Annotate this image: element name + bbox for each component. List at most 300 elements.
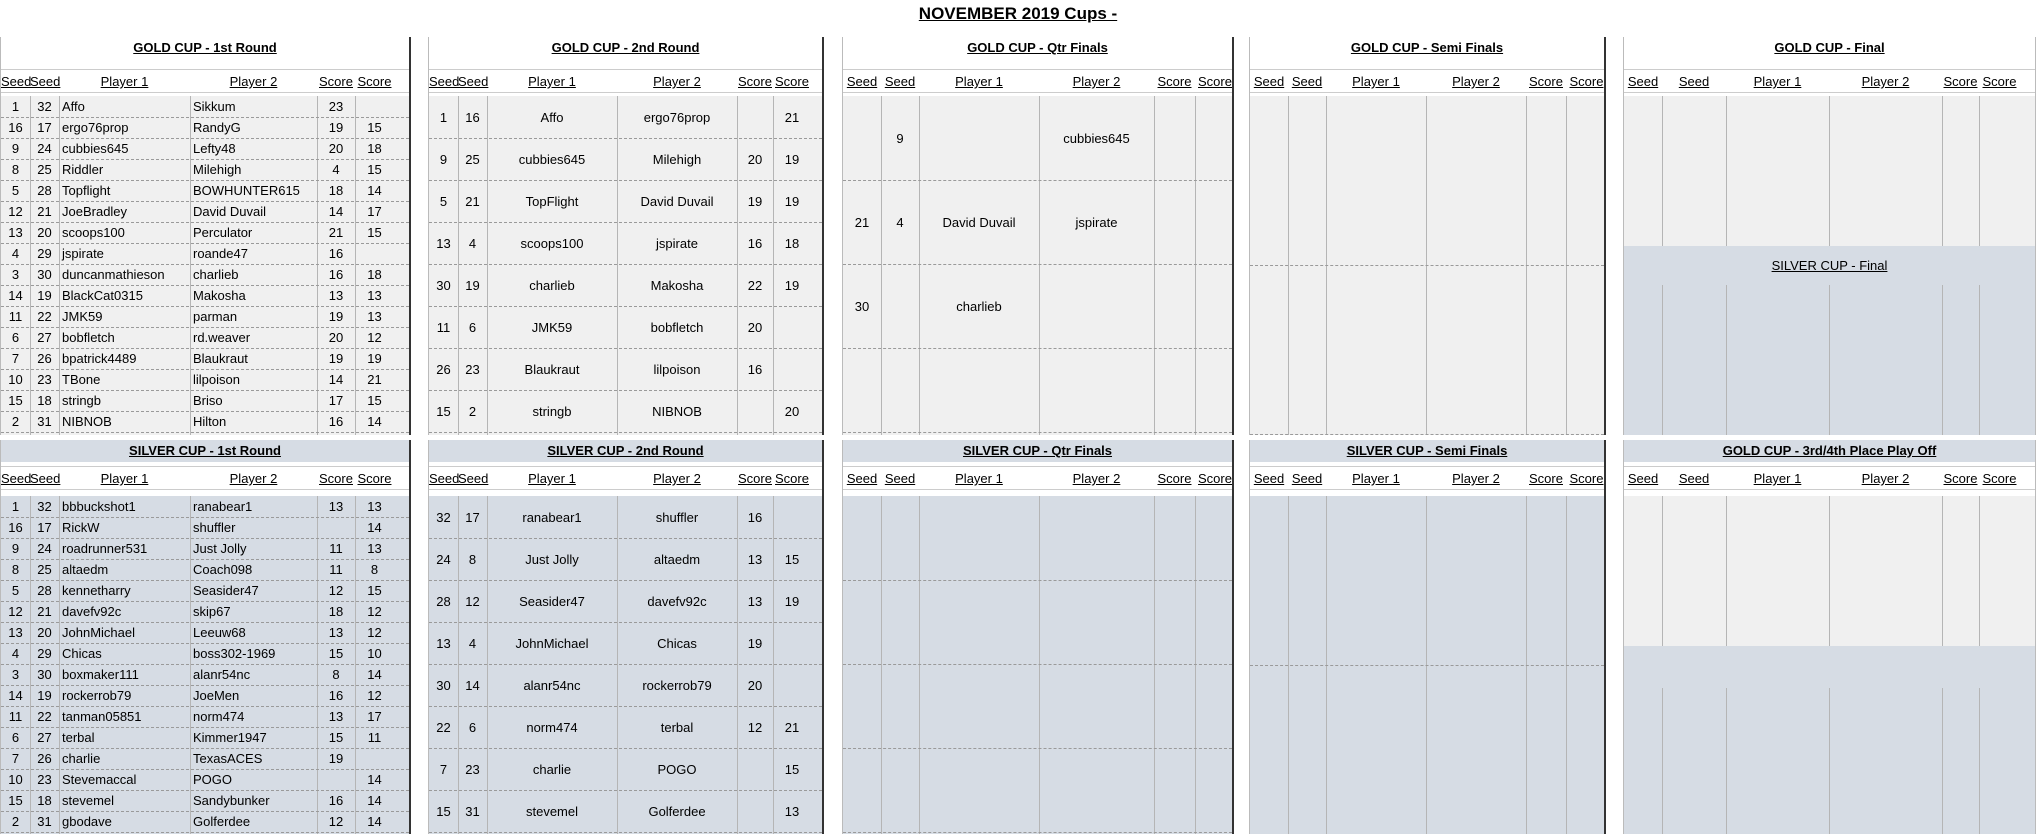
score-2: 13	[367, 499, 382, 514]
player-2: Sikkum	[193, 99, 236, 114]
score-2: 11	[367, 730, 382, 745]
seed-1: 8	[11, 562, 20, 577]
player-1: charlieb	[956, 298, 1002, 314]
column-header-seed: Seed	[884, 471, 916, 486]
seed-2: 8	[468, 551, 477, 567]
empty-row	[1250, 665, 1604, 834]
player-2: shuffler	[193, 520, 236, 535]
score-2: 13	[784, 803, 800, 819]
match-row	[1, 138, 409, 160]
player-2: David Duvail	[193, 204, 266, 219]
score-2: 15	[784, 551, 800, 567]
panel-gold-1st-round	[0, 37, 411, 435]
player-1: JohnMichael	[62, 625, 135, 640]
match-row	[843, 180, 1232, 265]
player-1: norm474	[526, 719, 578, 735]
player-2: parman	[193, 309, 238, 324]
player-1: Topflight	[62, 183, 111, 198]
seed-2: 20	[37, 225, 52, 240]
match-row	[1, 159, 409, 181]
match-row	[843, 348, 1232, 433]
seed-2: 28	[37, 583, 52, 598]
seed-1	[843, 348, 881, 432]
seed-1	[843, 96, 881, 180]
column-header-seed: Seed	[1291, 471, 1323, 486]
player-2: BOWHUNTER615	[193, 183, 300, 198]
bracket-body	[429, 96, 822, 435]
match-row	[1, 601, 409, 623]
player-1: Riddler	[62, 162, 104, 177]
seed-2: 25	[37, 562, 52, 577]
match-row	[1, 306, 409, 328]
panel-title-gold-3rd-4th: GOLD CUP - 3rd/4th Place Play Off	[1722, 443, 1937, 458]
column-header-player1: Player 1	[100, 74, 149, 89]
column-header-score: Score	[1198, 471, 1232, 486]
player-2: POGO	[193, 772, 233, 787]
panel-silver-1st-round	[0, 440, 411, 834]
player-1: BlackCat0315	[62, 288, 143, 303]
score-2: 21	[784, 109, 800, 125]
column-header-seed: Seed	[846, 74, 878, 89]
player-2: shuffler	[655, 509, 699, 525]
seed-2: 23	[37, 772, 52, 787]
bracket-body	[843, 96, 1232, 435]
column-header-player2: Player 2	[1072, 74, 1121, 89]
column-header-row	[1624, 466, 2035, 490]
column-header-row	[1, 69, 409, 93]
score-2	[355, 243, 394, 264]
seed-1: 11	[436, 319, 451, 335]
score-1	[1154, 264, 1195, 348]
seed-1: 15	[436, 403, 451, 419]
player-1	[919, 96, 1039, 180]
column-header-seed: Seed	[1627, 471, 1659, 486]
seed-1: 26	[436, 361, 451, 377]
player-1: Chicas	[62, 646, 102, 661]
player-2: alanr54nc	[193, 667, 251, 682]
column-header-player1: Player 1	[1753, 74, 1802, 89]
score-1: 20	[747, 319, 763, 335]
seed-2: 21	[37, 204, 52, 219]
seed-1: 13	[8, 225, 23, 240]
seed-1: 15	[8, 793, 23, 808]
player-2: TexasACES	[193, 751, 263, 766]
empty-row	[843, 664, 1232, 749]
match-row	[1, 580, 409, 602]
column-header-player2: Player 2	[229, 74, 278, 89]
bracket-body	[1624, 688, 2035, 834]
seed-1: 4	[11, 246, 20, 261]
player-1: alanr54nc	[523, 677, 581, 693]
empty-row	[1250, 265, 1604, 435]
player-2: rd.weaver	[193, 330, 251, 345]
column-header-row	[1624, 69, 2035, 93]
match-row	[429, 348, 822, 391]
column-header-seed: Seed	[1253, 74, 1285, 89]
score-1: 15	[328, 646, 344, 661]
player-2	[1039, 348, 1154, 432]
score-2: 19	[784, 193, 800, 209]
match-row	[1, 496, 409, 518]
score-1	[737, 748, 773, 790]
column-header-score: Score	[357, 74, 392, 89]
seed-2: 27	[37, 730, 52, 745]
seed-1: 14	[8, 288, 23, 303]
player-1: ranabear1	[522, 509, 582, 525]
match-row	[1, 790, 409, 812]
panel-gold-2nd-round	[428, 37, 824, 435]
seed-1: 14	[8, 688, 23, 703]
column-header-score: Score	[775, 471, 809, 486]
empty-row	[1250, 496, 1604, 666]
score-1: 4	[332, 162, 340, 177]
match-row	[429, 790, 822, 833]
player-1: bbbuckshot1	[62, 499, 136, 514]
score-1	[317, 769, 355, 790]
player-2: Just Jolly	[193, 541, 247, 556]
column-header-score: Score	[1529, 74, 1563, 89]
seed-2: 17	[37, 520, 52, 535]
match-row	[1, 769, 409, 791]
bracket-body	[1, 96, 409, 435]
score-2: 20	[784, 403, 800, 419]
column-header-player1: Player 1	[100, 471, 149, 486]
seed-2: 30	[37, 667, 52, 682]
player-2: Chicas	[657, 635, 697, 651]
column-header-score: Score	[319, 471, 353, 486]
seed-1: 16	[8, 120, 23, 135]
score-2	[773, 622, 811, 664]
score-1: 21	[328, 225, 344, 240]
score-1	[1154, 348, 1195, 432]
seed-2: 20	[37, 625, 52, 640]
player-1: JMK59	[62, 309, 103, 324]
player-2: altaedm	[653, 551, 701, 567]
player-1: stevemel	[62, 793, 115, 808]
column-header-player2: Player 2	[653, 74, 701, 89]
match-row	[429, 264, 822, 307]
column-header-seed: Seed	[1678, 74, 1710, 89]
seed-1: 5	[11, 183, 20, 198]
match-row	[429, 180, 822, 223]
seed-1: 15	[436, 803, 451, 819]
panel-title-gold-1st-round: GOLD CUP - 1st Round	[133, 40, 277, 55]
seed-2: 17	[465, 509, 480, 525]
match-row	[843, 96, 1232, 181]
column-header-row	[429, 466, 822, 490]
seed-1: 10	[8, 772, 23, 787]
score-2	[773, 496, 811, 538]
player-2: Leeuw68	[193, 625, 246, 640]
match-row	[429, 96, 822, 139]
bracket-body	[429, 496, 822, 834]
column-header-seed: Seed	[429, 471, 460, 486]
player-1: bobfletch	[62, 330, 115, 345]
player-1: duncanmathieson	[62, 267, 165, 282]
seed-1: 7	[11, 751, 20, 766]
match-row	[1, 411, 409, 433]
player-2: JoeMen	[193, 688, 240, 703]
score-2: 8	[370, 562, 379, 577]
column-header-player1: Player 1	[1352, 471, 1400, 486]
seed-1: 1	[439, 109, 448, 125]
match-row	[1, 201, 409, 223]
seed-1: 24	[436, 551, 451, 567]
player-1: terbal	[62, 730, 95, 745]
match-row	[1, 643, 409, 665]
player-2: charlieb	[193, 267, 239, 282]
score-1: 16	[328, 246, 344, 261]
match-row	[1, 222, 409, 244]
player-2: Golferdee	[648, 803, 706, 819]
score-2: 15	[367, 162, 382, 177]
column-header-score: Score	[319, 74, 353, 89]
score-1	[737, 790, 773, 832]
seed-2: 29	[37, 246, 52, 261]
player-1: TopFlight	[525, 193, 579, 209]
seed-1: 6	[11, 330, 20, 345]
column-header-player2: Player 2	[229, 471, 278, 486]
seed-1: 12	[8, 204, 23, 219]
seed-2: 32	[37, 499, 52, 514]
column-header-player2: Player 2	[1861, 74, 1910, 89]
column-header-row	[1250, 69, 1604, 93]
seed-1: 8	[11, 162, 20, 177]
page-title: NOVEMBER 2019 Cups -	[918, 4, 1118, 23]
seed-1: 7	[439, 761, 448, 777]
column-header-row	[843, 466, 1232, 490]
column-header-seed: Seed	[1, 74, 32, 89]
player-1: RickW	[62, 520, 100, 535]
score-2	[355, 748, 394, 769]
column-header-player2: Player 2	[653, 471, 701, 486]
column-header-seed: Seed	[1253, 471, 1285, 486]
score-1	[317, 517, 355, 538]
panel-title-gold-2nd-round: GOLD CUP - 2nd Round	[551, 40, 700, 55]
score-2: 12	[367, 688, 382, 703]
column-header-player1: Player 1	[955, 471, 1003, 486]
score-1	[737, 96, 773, 138]
match-row	[1, 96, 409, 118]
player-2: norm474	[193, 709, 245, 724]
score-1: 13	[328, 288, 344, 303]
score-2	[773, 348, 811, 390]
seed-1: 3	[11, 267, 20, 282]
seed-2: 25	[465, 151, 480, 167]
seed-2: 9	[896, 130, 904, 146]
seed-2: 22	[37, 309, 52, 324]
score-2	[1195, 348, 1234, 432]
column-header-score: Score	[1198, 74, 1232, 89]
score-1: 13	[328, 499, 344, 514]
seed-2	[881, 348, 919, 432]
score-1: 18	[328, 183, 344, 198]
score-2: 21	[784, 719, 800, 735]
score-1: 23	[328, 99, 344, 114]
panel-silver-semi-finals	[1249, 440, 1606, 834]
seed-1: 5	[11, 583, 20, 598]
score-2: 14	[367, 772, 382, 787]
match-row	[1, 390, 409, 412]
player-1: gbodave	[62, 814, 112, 829]
column-header-seed: Seed	[458, 471, 489, 486]
match-row	[1, 517, 409, 539]
score-2: 15	[367, 393, 382, 408]
seed-2: 27	[37, 330, 52, 345]
score-1: 8	[332, 667, 340, 682]
seed-1: 2	[11, 414, 20, 429]
score-2	[1195, 264, 1234, 348]
seed-2: 23	[465, 761, 480, 777]
match-row	[429, 580, 822, 623]
seed-2: 30	[37, 267, 52, 282]
panel-title-silver-2nd-round: SILVER CUP - 2nd Round	[547, 443, 704, 458]
score-2: 12	[367, 330, 382, 345]
match-row	[429, 748, 822, 791]
player-2: lilpoison	[193, 372, 240, 387]
panel-title-silver-final: SILVER CUP - Final	[1771, 258, 1888, 273]
seed-1: 22	[436, 719, 451, 735]
player-1: stringb	[532, 403, 572, 419]
player-2: Golferdee	[193, 814, 251, 829]
score-1: 14	[328, 372, 344, 387]
player-2: bobfletch	[650, 319, 704, 335]
seed-2: 16	[465, 109, 480, 125]
player-1: ergo76prop	[62, 120, 129, 135]
seed-1: 13	[436, 635, 451, 651]
column-header-player1: Player 1	[955, 74, 1003, 89]
section-divider	[0, 435, 2036, 440]
seed-1: 1	[11, 99, 20, 114]
seed-2: 28	[37, 183, 52, 198]
seed-1: 21	[854, 214, 870, 230]
score-1: 13	[328, 625, 344, 640]
player-1: charlie	[62, 751, 101, 766]
score-2: 15	[367, 120, 382, 135]
column-header-score: Score	[1943, 471, 1978, 486]
seed-2: 4	[468, 635, 477, 651]
player-1: cubbies645	[518, 151, 586, 167]
score-1: 20	[747, 677, 763, 693]
panel-gold-3rd-4th	[1623, 440, 2036, 834]
panel-gold-final	[1623, 37, 2036, 435]
column-header-score: Score	[738, 471, 772, 486]
score-2: 18	[367, 267, 382, 282]
player-1: Stevemaccal	[62, 772, 137, 787]
player-1: roadrunner531	[62, 541, 148, 556]
score-1: 15	[328, 730, 344, 745]
score-2	[1195, 180, 1234, 264]
player-1: boxmaker111	[62, 667, 139, 682]
score-2: 13	[367, 309, 382, 324]
seed-1: 10	[8, 372, 23, 387]
match-row	[1, 727, 409, 749]
match-row	[1, 117, 409, 139]
player-1: Seasider47	[519, 593, 585, 609]
seed-1: 13	[436, 235, 451, 251]
empty-row	[1250, 96, 1604, 266]
player-1	[919, 348, 1039, 432]
player-1: jspirate	[62, 246, 104, 261]
score-1: 20	[747, 151, 763, 167]
seed-2: 6	[468, 719, 477, 735]
match-row	[1, 664, 409, 686]
score-1: 20	[328, 141, 344, 156]
seed-1: 30	[436, 277, 451, 293]
player-2: Sandybunker	[193, 793, 270, 808]
seed-1: 9	[11, 141, 20, 156]
player-1: TBone	[62, 372, 101, 387]
match-row	[1, 348, 409, 370]
score-1: 13	[328, 709, 344, 724]
panel-gold-qtr-finals	[842, 37, 1234, 435]
panel-title-silver-1st-round: SILVER CUP - 1st Round	[129, 443, 281, 458]
score-1: 14	[328, 204, 344, 219]
match-row	[1, 264, 409, 286]
score-2: 13	[367, 541, 382, 556]
match-row	[1, 243, 409, 265]
player-1: Affo	[62, 99, 85, 114]
seed-2: 23	[465, 361, 480, 377]
match-row	[1, 327, 409, 349]
match-row	[1, 811, 409, 833]
score-2: 14	[367, 793, 382, 808]
column-header-score: Score	[1529, 471, 1563, 486]
player-1: charlieb	[529, 277, 575, 293]
column-header-seed: Seed	[458, 74, 489, 89]
score-2: 14	[367, 414, 382, 429]
column-header-player1: Player 1	[1753, 471, 1802, 486]
seed-2: 18	[37, 793, 52, 808]
score-2: 10	[367, 646, 382, 661]
player-1: JMK59	[531, 319, 573, 335]
seed-2: 31	[37, 814, 52, 829]
player-2: cubbies645	[1063, 130, 1130, 146]
score-2: 12	[367, 604, 382, 619]
player-1: JoeBradley	[62, 204, 128, 219]
score-1: 18	[328, 604, 344, 619]
score-1: 16	[747, 235, 763, 251]
score-2	[1195, 96, 1234, 180]
match-row	[429, 622, 822, 665]
player-1: kennetharry	[62, 583, 131, 598]
score-2: 13	[367, 288, 382, 303]
bracket-body	[1624, 96, 2035, 246]
seed-1: 15	[8, 393, 23, 408]
player-2: Briso	[193, 393, 223, 408]
seed-2: 29	[37, 646, 52, 661]
match-row	[1, 622, 409, 644]
score-2	[773, 664, 811, 706]
match-row	[429, 496, 822, 539]
seed-2: 19	[37, 288, 52, 303]
score-2: 17	[367, 204, 382, 219]
column-header-seed: Seed	[1678, 471, 1710, 486]
seed-2: 14	[465, 677, 480, 693]
column-header-score: Score	[1569, 471, 1604, 486]
player-2: Hilton	[193, 414, 227, 429]
score-1: 16	[328, 688, 344, 703]
seed-2: 25	[37, 162, 52, 177]
player-2: Makosha	[650, 277, 704, 293]
score-1: 20	[328, 330, 344, 345]
player-2: NIBNOB	[652, 403, 702, 419]
player-1: davefv92c	[62, 604, 122, 619]
panel-title-gold-semi-finals: GOLD CUP - Semi Finals	[1350, 40, 1504, 55]
seed-2: 12	[465, 593, 480, 609]
player-1: stringb	[62, 393, 102, 408]
seed-1: 4	[11, 646, 20, 661]
